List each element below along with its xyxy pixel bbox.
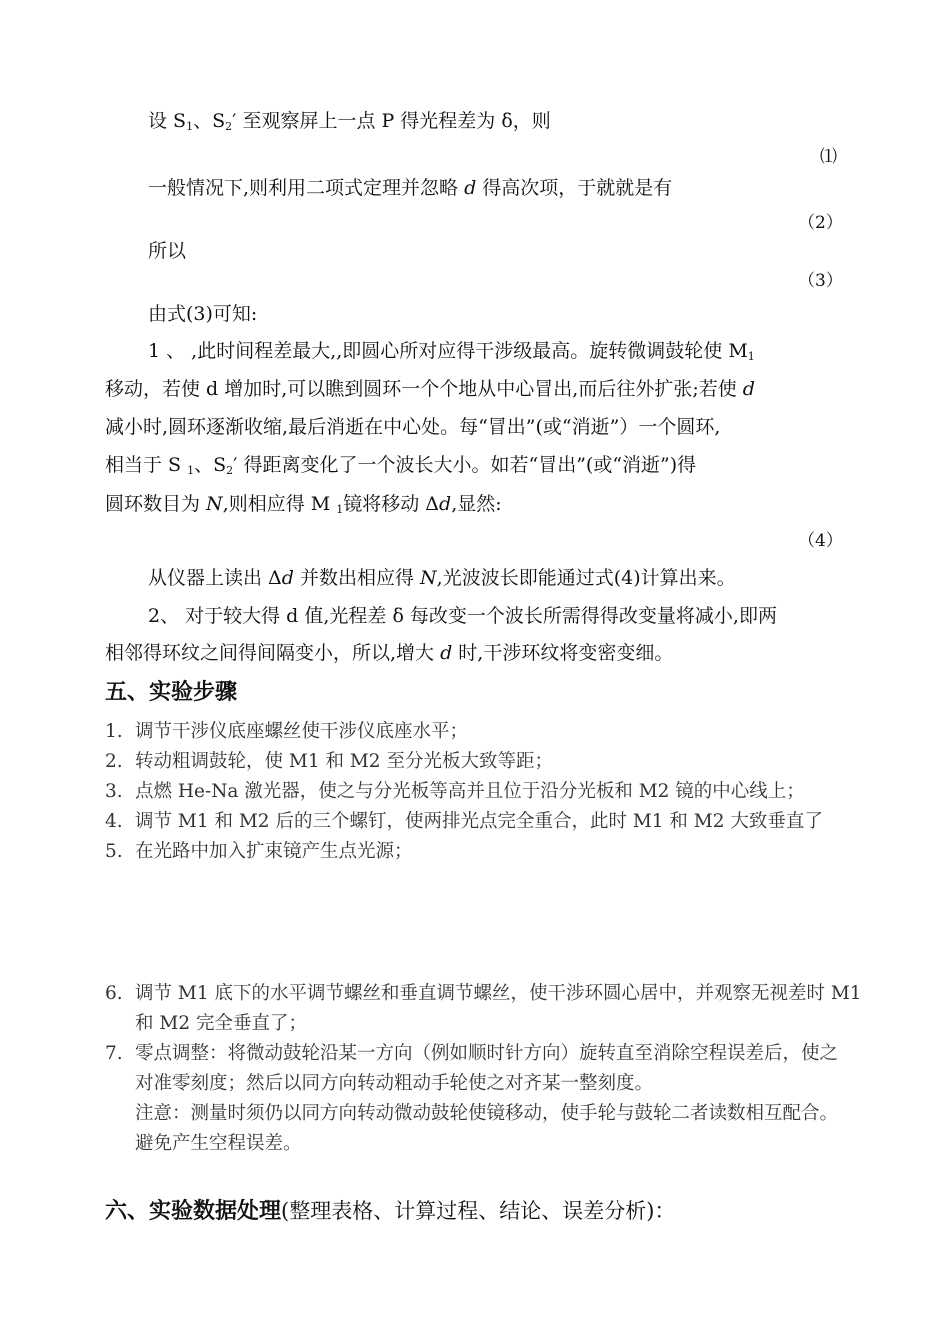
section-heading-steps: 五、实验步骤 — [105, 679, 238, 705]
step-6-line-2: 和 M2 完全垂直了； — [135, 1013, 307, 1034]
step-3: 3. 点燃 He-Na 激光器，使之与分光板等高并且位于沿分光板和 M2 镜的中心线上； — [105, 781, 805, 802]
therefore-line: 所以 — [148, 240, 187, 262]
step-7-line-2: 对准零刻度；然后以同方向转动粗动手轮使之对齐某一整刻度。 — [135, 1073, 654, 1094]
binomial-line: 一般情况下,则利用二项式定理并忽略 d 得高次项，于就就是有 — [148, 177, 673, 199]
item-1-line-3: 减小时,圆环逐渐收缩,最后消逝在中心处。每“冒出”(或“消逝”）一个圆环, — [105, 416, 721, 438]
item-1-line-4: 相当于 S $_1$、$S_2'$ 得距离变化了一个波长大小。如若“冒出”(或“消逝”)得 — [105, 454, 697, 477]
equation-number-3: （3） — [798, 271, 843, 291]
equation-number-4: （4） — [798, 531, 843, 551]
equation-number-2: （2） — [798, 213, 843, 233]
note-line-1: 注意：测量时须仍以同方向转动微动鼓轮使镜移动，使手轮与鼓轮二者读数相互配合。 — [135, 1103, 839, 1124]
step-1: 1. 调节干涉仪底座螺丝使干涉仪底座水平； — [105, 721, 469, 742]
item-1-line-1: 1 、 ,此时间程差最大,,即圆心所对应得干涉级最高。旋转微调鼓轮使 $M_1$ — [148, 340, 755, 363]
read-instrument-line: 从仪器上读出 Δd 并数出相应得 N,光波波长即能通过式(4)计算出来。 — [148, 567, 736, 589]
step-2: 2. 转动粗调鼓轮，使 M1 和 M2 至分光板大致等距； — [105, 751, 553, 772]
item-1-line-5: 圆环数目为 N,则相应得 M $_1$镜将移动 Δd,显然: — [105, 493, 502, 516]
step-4: 4. 调节 M1 和 M2 后的三个螺钉，使两排光点完全重合，此时 M1 和 M2 大致垂直了 — [105, 811, 823, 832]
step-5: 5. 在光路中加入扩束镜产生点光源； — [105, 841, 413, 862]
item-2-line-2: 相邻得环纹之间得间隔变小，所以,增大 d 时,干涉环纹将变密变细。 — [105, 642, 674, 664]
conclusion-intro: 由式(3)可知: — [148, 303, 258, 325]
step-7-line-1: 7. 零点调整：将微动鼓轮沿某一方向（例如顺时针方向）旋转直至消除空程误差后，使之 — [105, 1043, 839, 1064]
step-6-line-1: 6. 调节 M1 底下的水平调节螺丝和垂直调节螺丝，使干涉环圆心居中，并观察无视差时 M1 — [105, 983, 862, 1004]
note-line-2: 避免产生空程误差。 — [135, 1133, 302, 1154]
section-heading-data: 六、实验数据处理(整理表格、计算过程、结论、误差分析)： — [105, 1198, 676, 1224]
section-heading-data-subtitle: (整理表格、计算过程、结论、误差分析)： — [281, 1199, 676, 1223]
intro-line: 设 $S_1$、$S_2'$ 至观察屏上一点 P 得光程差为 δ，则 — [148, 110, 551, 133]
item-1-line-2: 移动，若使 d 增加时,可以瞧到圆环一个个地从中心冒出,而后往外扩张;若使 d — [105, 378, 755, 400]
equation-number-1: ⑴ — [820, 147, 837, 167]
item-2-line-1: 2、 对于较大得 d 值,光程差 δ 每改变一个波长所需得得改变量将减小,即两 — [148, 605, 777, 627]
